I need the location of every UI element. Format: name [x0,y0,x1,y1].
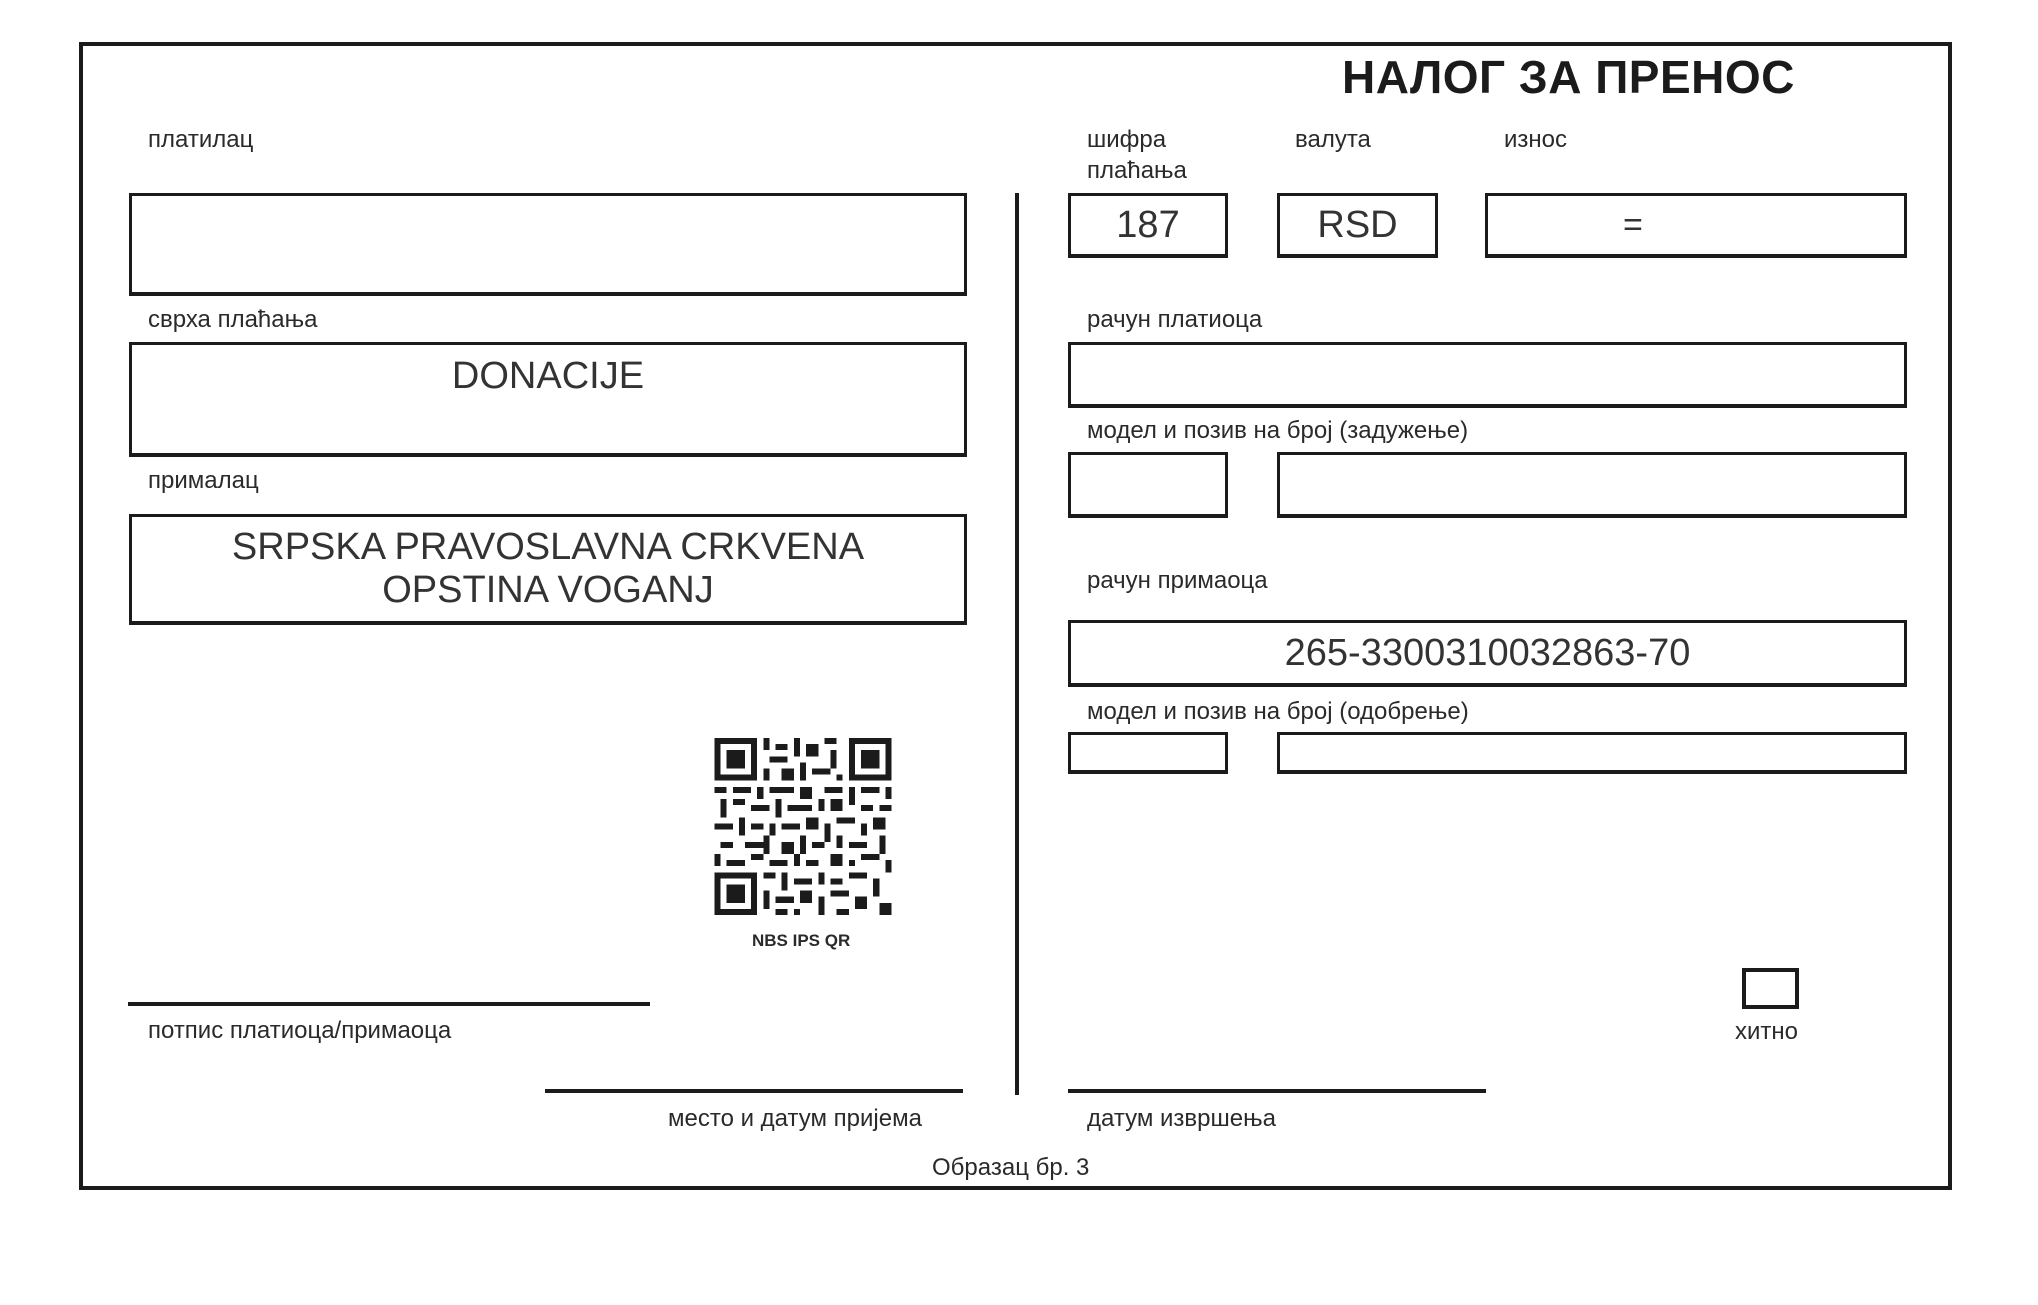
qr-caption: NBS IPS QR [752,931,851,950]
credit-model-field[interactable] [1068,732,1228,774]
payer-field[interactable] [129,193,967,296]
qr-code [713,738,893,915]
debit-reference-label: модел и позив на број (задужење) [1087,417,1469,444]
purpose-field[interactable]: DONACIJE [129,342,967,457]
debit-reference-field[interactable] [1277,452,1907,518]
execution-date-line [1068,1089,1486,1093]
form-title: НАЛОГ ЗА ПРЕНОС [1342,51,1795,103]
amount-label: износ [1504,126,1568,153]
recipient-account-field[interactable]: 265-3300310032863-70 [1068,620,1907,687]
urgent-label: хитно [1735,1018,1798,1045]
credit-reference-field[interactable] [1277,732,1907,774]
payment-code-field[interactable]: 187 [1068,193,1228,258]
debit-model-field[interactable] [1068,452,1228,518]
currency-field[interactable]: RSD [1277,193,1438,258]
amount-field[interactable]: = [1485,193,1907,258]
signature-line [128,1002,650,1006]
column-divider [1015,193,1019,1095]
form-number: Образац бр. 3 [932,1154,1090,1181]
payer-label: платилац [148,126,254,153]
purpose-label: сврха плаћања [148,306,318,333]
signature-label: потпис платиоца/примаоца [148,1017,452,1044]
place-date-line [545,1089,963,1093]
recipient-label: прималац [148,467,259,494]
currency-label: валута [1295,126,1371,153]
recipient-account-label: рачун примаоца [1087,567,1268,594]
payer-account-label: рачун платиоца [1087,306,1263,333]
place-date-label: место и датум пријема [668,1105,922,1132]
urgent-checkbox[interactable] [1742,968,1799,1009]
payer-account-field[interactable] [1068,342,1907,408]
payment-code-label: шифра плаћања [1087,126,1187,184]
execution-date-label: датум извршења [1087,1105,1276,1132]
credit-reference-label: модел и позив на број (одобрење) [1087,698,1469,725]
recipient-field[interactable]: SRPSKA PRAVOSLAVNA CRKVENA OPSTINA VOGANJ [129,514,967,625]
